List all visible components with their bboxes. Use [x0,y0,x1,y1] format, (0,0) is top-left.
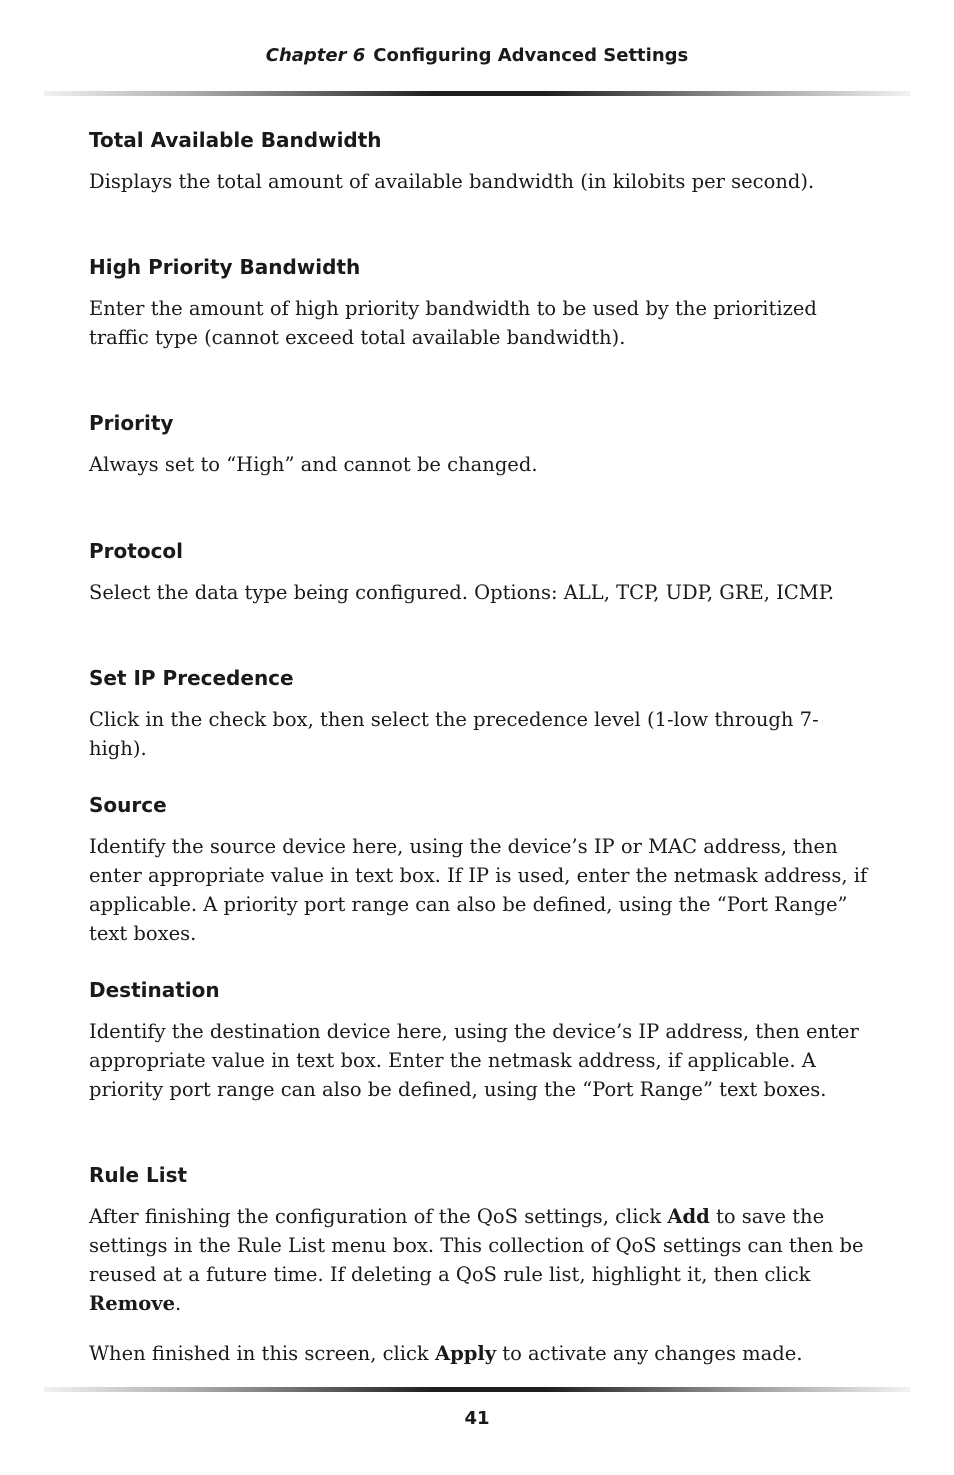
section-high-priority-bandwidth [89,254,869,352]
apply-keyword: Apply [434,1342,497,1365]
section-text: Enter the amount of high priority bandwidth to be used by the prioritized traffic type (cannot exceed total available bandwidth). [89,297,817,349]
section-heading: High Priority Bandwidth [89,255,361,279]
section-text: Select the data type being configured. Options: ALL, TCP, UDP, GRE, ICMP. [89,581,835,604]
section-set-ip-precedence [89,665,869,763]
section-text: Identify the source device here, using the device’s IP or MAC address, then enter appropriate value in text box. If IP is used, enter the netmask address, if applicable. A priority port range can also be defined, using the “Port Range” text boxes. [89,835,868,945]
section-priority [89,410,869,479]
page-number: 41 [464,1408,490,1429]
footer-divider [44,1387,910,1392]
remove-keyword: Remove [89,1292,175,1315]
chapter-label: Chapter 6 [265,45,366,66]
header-divider [44,91,910,96]
section-protocol [89,538,869,607]
section-text: Click in the check box, then select the precedence level (1-low through 7-high). [89,708,819,760]
section-heading: Rule List [89,1163,188,1187]
chapter-title: Configuring Advanced Settings [373,45,689,66]
section-rule-list [89,1162,869,1368]
add-keyword: Add [667,1205,710,1228]
section-heading: Set IP Precedence [89,666,294,690]
running-head [0,45,954,66]
section-heading: Priority [89,411,174,435]
section-total-bandwidth [89,127,869,196]
section-destination [89,977,869,1104]
section-heading: Total Available Bandwidth [89,128,382,152]
section-heading: Protocol [89,539,184,563]
section-heading: Destination [89,978,220,1002]
section-text: Identify the destination device here, using the device’s IP address, then enter appropriate value in text box. Enter the netmask address, if applicable. A priority port range can also be defined, using the “Port Range” text boxes. [89,1020,859,1101]
section-heading: Source [89,793,167,817]
section-text: Displays the total amount of available bandwidth (in kilobits per second). [89,170,815,193]
apply-paragraph: When finished in this screen, click Apply to activate any changes made. [89,1342,803,1365]
section-text: Always set to “High” and cannot be changed. [89,453,538,476]
rule-list-paragraph: After finishing the configuration of the QoS settings, click Add to save the settings in the Rule List menu box. This collection of QoS settings can then be reused at a future time. If deleting a QoS rule list, highlight it, then click Remove. [89,1205,864,1315]
section-source [89,792,869,948]
